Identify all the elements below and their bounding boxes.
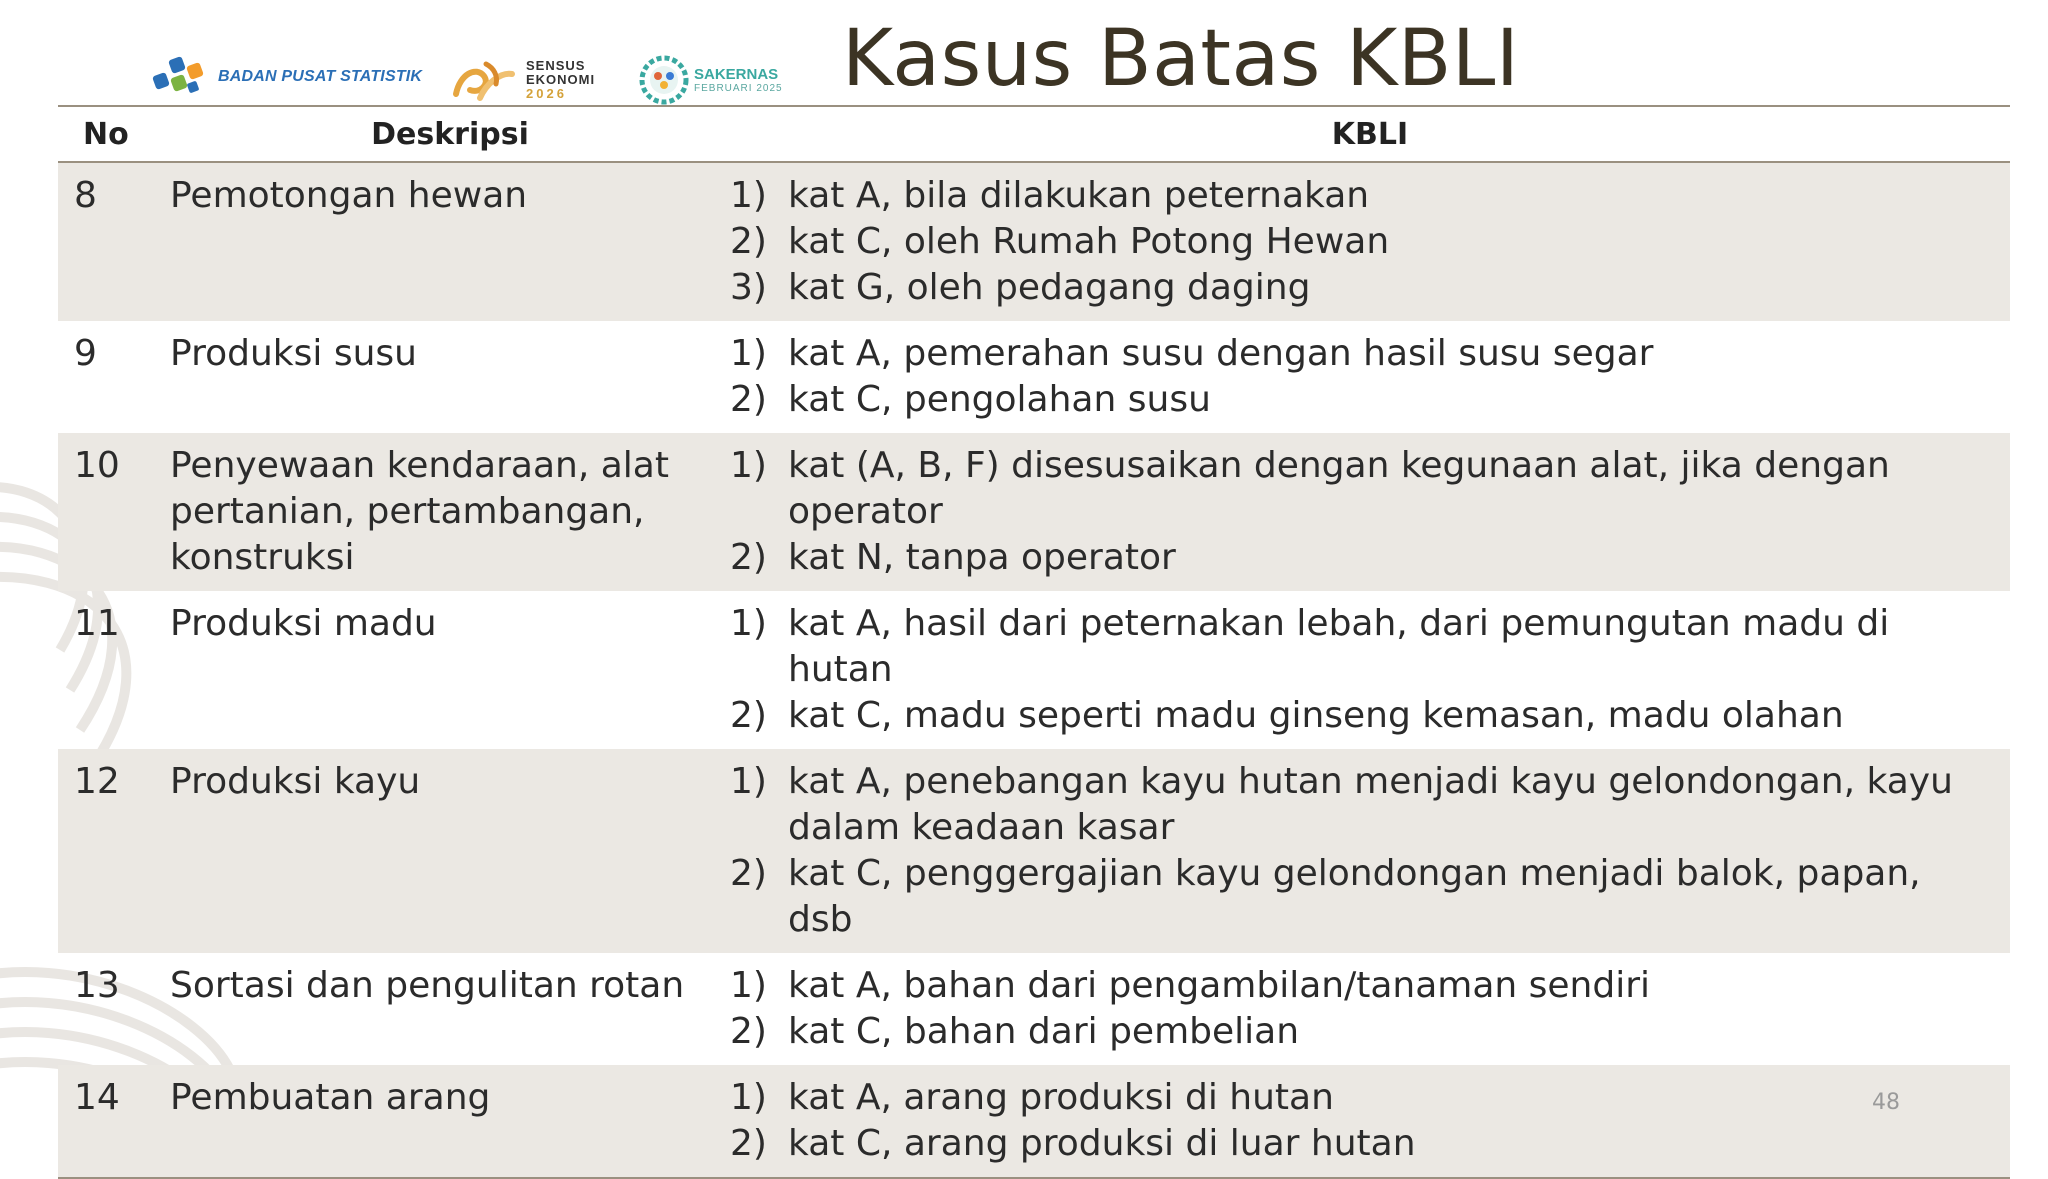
item-number: 2) (730, 379, 767, 420)
item-text: kat A, hasil dari peternakan lebah, dari pemungutan madu di hutan (788, 603, 1890, 690)
row-number: 10 (58, 433, 170, 591)
list-item (730, 443, 2010, 535)
list-item (730, 963, 2010, 1009)
row-kbli (730, 1065, 2010, 1178)
slide-header (0, 0, 2048, 110)
sakernas-logo (638, 54, 783, 106)
row-description: Penyewaan kendaraan, alat pertanian, pertambangan, konstruksi (170, 433, 730, 591)
row-description: Pemotongan hewan (170, 162, 730, 321)
table-row (58, 749, 2010, 953)
row-kbli (730, 749, 2010, 953)
ekonomi-line: EKONOMI (526, 72, 596, 87)
list-item (730, 173, 2010, 219)
item-text: kat A, bila dilakukan peternakan (788, 175, 1370, 216)
item-number: 2) (730, 1011, 767, 1052)
page-number: 48 (1872, 1090, 1900, 1115)
row-kbli (730, 591, 2010, 749)
sakernas-logo-text (694, 66, 783, 94)
kbli-list (730, 759, 2010, 943)
sensus-line: SENSUS (526, 58, 586, 73)
list-item (730, 265, 2010, 311)
list-item (730, 1075, 2010, 1121)
sensus-ekonomi-logo-text (526, 59, 595, 101)
item-number: 1) (730, 445, 767, 486)
list-item (730, 601, 2010, 693)
sensus-ekonomi-logo-icon (450, 54, 518, 106)
bps-logo (150, 52, 422, 102)
item-text: kat A, pemerahan susu dengan hasil susu segar (788, 333, 1654, 374)
bps-logo-text: BADAN PUSAT STATISTIK (218, 68, 423, 85)
kbli-list (730, 1075, 2010, 1167)
row-description: Pembuatan arang (170, 1065, 730, 1178)
row-description: Sortasi dan pengulitan rotan (170, 965, 685, 1006)
item-text: kat C, bahan dari pembelian (788, 1011, 1300, 1052)
sakernas-name: SAKERNAS (694, 66, 779, 83)
item-number: 2) (730, 221, 767, 262)
item-number: 1) (730, 965, 767, 1006)
table-row (58, 162, 2010, 321)
row-kbli (730, 953, 2010, 1065)
list-item (730, 1009, 2010, 1055)
item-text: kat C, arang produksi di luar hutan (788, 1123, 1416, 1164)
item-text: kat A, arang produksi di hutan (788, 1077, 1334, 1118)
item-text: kat G, oleh pedagang daging (788, 267, 1311, 308)
item-number: 1) (730, 333, 767, 374)
list-item (730, 851, 2010, 943)
item-number: 1) (730, 761, 767, 802)
item-number: 1) (730, 175, 767, 216)
table-row (58, 321, 2010, 433)
year-line: 2026 (526, 86, 567, 101)
bps-logo-icon (150, 52, 212, 102)
item-text: kat A, penebangan kayu hutan menjadi kayu gelondongan, kayu dalam keadaan kasar (788, 761, 1953, 848)
kbli-list (730, 331, 2010, 423)
item-text: kat C, oleh Rumah Potong Hewan (788, 221, 1390, 262)
header-deskripsi: Deskripsi (170, 106, 730, 162)
table-row (58, 433, 2010, 591)
kbli-list (730, 443, 2010, 581)
kbli-list (730, 601, 2010, 739)
item-text: kat C, penggergajian kayu gelondongan menjadi balok, papan, dsb (788, 853, 1921, 940)
table-row (58, 953, 2010, 1065)
row-number: 13 (74, 965, 120, 1006)
row-number: 8 (58, 162, 170, 321)
kbli-table (58, 105, 2010, 1179)
sakernas-logo-icon (638, 54, 690, 106)
table-header-row (58, 106, 2010, 162)
item-text: kat C, madu seperti madu ginseng kemasan, madu olahan (788, 695, 1844, 736)
item-text: kat (A, B, F) disesusaikan dengan kegunaan alat, jika dengan operator (788, 445, 1890, 532)
row-description: Produksi madu (170, 603, 437, 644)
item-number: 2) (730, 1123, 767, 1164)
kbli-list (730, 173, 2010, 311)
row-description: Produksi kayu (170, 749, 730, 953)
sakernas-period: FEBRUARI 2025 (694, 83, 783, 94)
list-item (730, 377, 2010, 423)
slide-title: Kasus Batas KBLI (842, 14, 1520, 104)
table-row (58, 591, 2010, 749)
row-kbli (730, 162, 2010, 321)
item-number: 2) (730, 695, 767, 736)
item-number: 3) (730, 267, 767, 308)
table-row (58, 1065, 2010, 1178)
item-number: 2) (730, 537, 767, 578)
item-text: kat A, bahan dari pengambilan/tanaman sendiri (788, 965, 1651, 1006)
kbli-list (730, 963, 2010, 1055)
item-text: kat C, pengolahan susu (788, 379, 1211, 420)
row-number: 9 (74, 333, 97, 374)
header-kbli: KBLI (730, 106, 2010, 162)
item-text: kat N, tanpa operator (788, 537, 1176, 578)
list-item (730, 535, 2010, 581)
row-description: Produksi susu (170, 333, 417, 374)
row-number: 14 (58, 1065, 170, 1178)
row-number: 11 (74, 603, 120, 644)
list-item (730, 1121, 2010, 1167)
list-item (730, 759, 2010, 851)
item-number: 2) (730, 853, 767, 894)
sensus-ekonomi-logo (450, 54, 595, 106)
header-no: No (58, 106, 170, 162)
item-number: 1) (730, 1077, 767, 1118)
row-number: 12 (58, 749, 170, 953)
list-item (730, 331, 2010, 377)
list-item (730, 219, 2010, 265)
row-kbli (730, 433, 2010, 591)
row-kbli (730, 321, 2010, 433)
item-number: 1) (730, 603, 767, 644)
list-item (730, 693, 2010, 739)
